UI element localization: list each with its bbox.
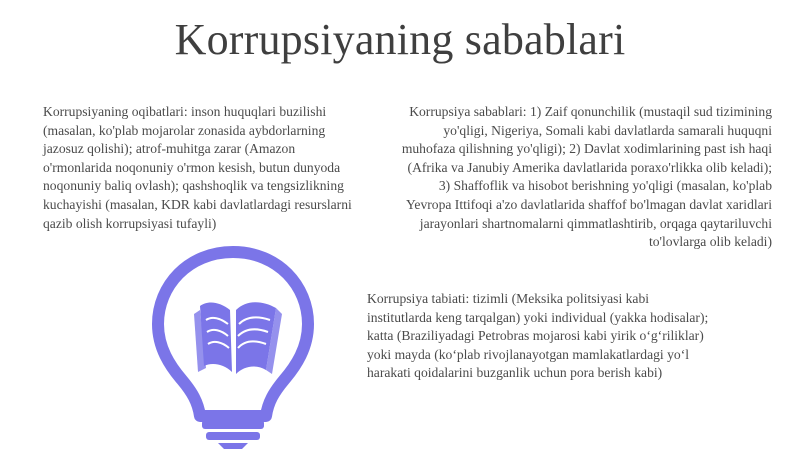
consequences-paragraph: Korrupsiyaning oqibatlari: inson huquqlari buzilishi (masalan, ko'plab mojarolar zonasida aybdorlarning jazosuz qolishi); atrof-muhitga zarar (Amazon o'rmonlarida noqonuniy o'rmon kesish, butun dunyoda noqonuniy baliq ovlash); qashshoqlik va tengsizlikning kuchayishi (masalan, KDR kabi davlatlardagi resurslarni qazib olish korrupsiyasi tufayli) xyxy=(43,104,352,231)
lightbulb-book-icon xyxy=(148,244,318,449)
causes-paragraph: Korrupsiya sabablari: 1) Zaif qonunchilik (mustaqil sud tizimining yo'qligi, Nigeriya, Somali kabi davlatlarda samarali huquqni muhofaza qilishning yo'qligi); 2) Davlat xodimlarining past ish haqi (Afrika va Janubiy Amerika davlatlarida poraxo'rlikka olib keladi); 3) Shaffoflik va hisobot berishning yo'qligi (masalan, ko'plab Yevropa Ittifoqi a'zo davlatlarida shaffof bo'lmagan davlat xaridlari jarayonlari shartnomalarni qimmatlashtirib, orqaga qaytariluvchi to'lovlarga olib keladi) xyxy=(401,104,772,250)
slide-title: Korrupsiyaning sabablari xyxy=(174,15,626,64)
nature-paragraph: Korrupsiya tabiati: tizimli (Meksika politsiyasi kabi institutlarda keng tarqalgan) yoki individual (yakka hodisalar); katta (Braziliyadagi Petrobras mojarosi kabi yirik oʻgʻriliklar) yoki mayda (koʻplab rivojlanayotgan mamlakatlardagi yoʻl harakati qoidalarini buzganlik uchun pora berish kabi) xyxy=(367,291,709,381)
